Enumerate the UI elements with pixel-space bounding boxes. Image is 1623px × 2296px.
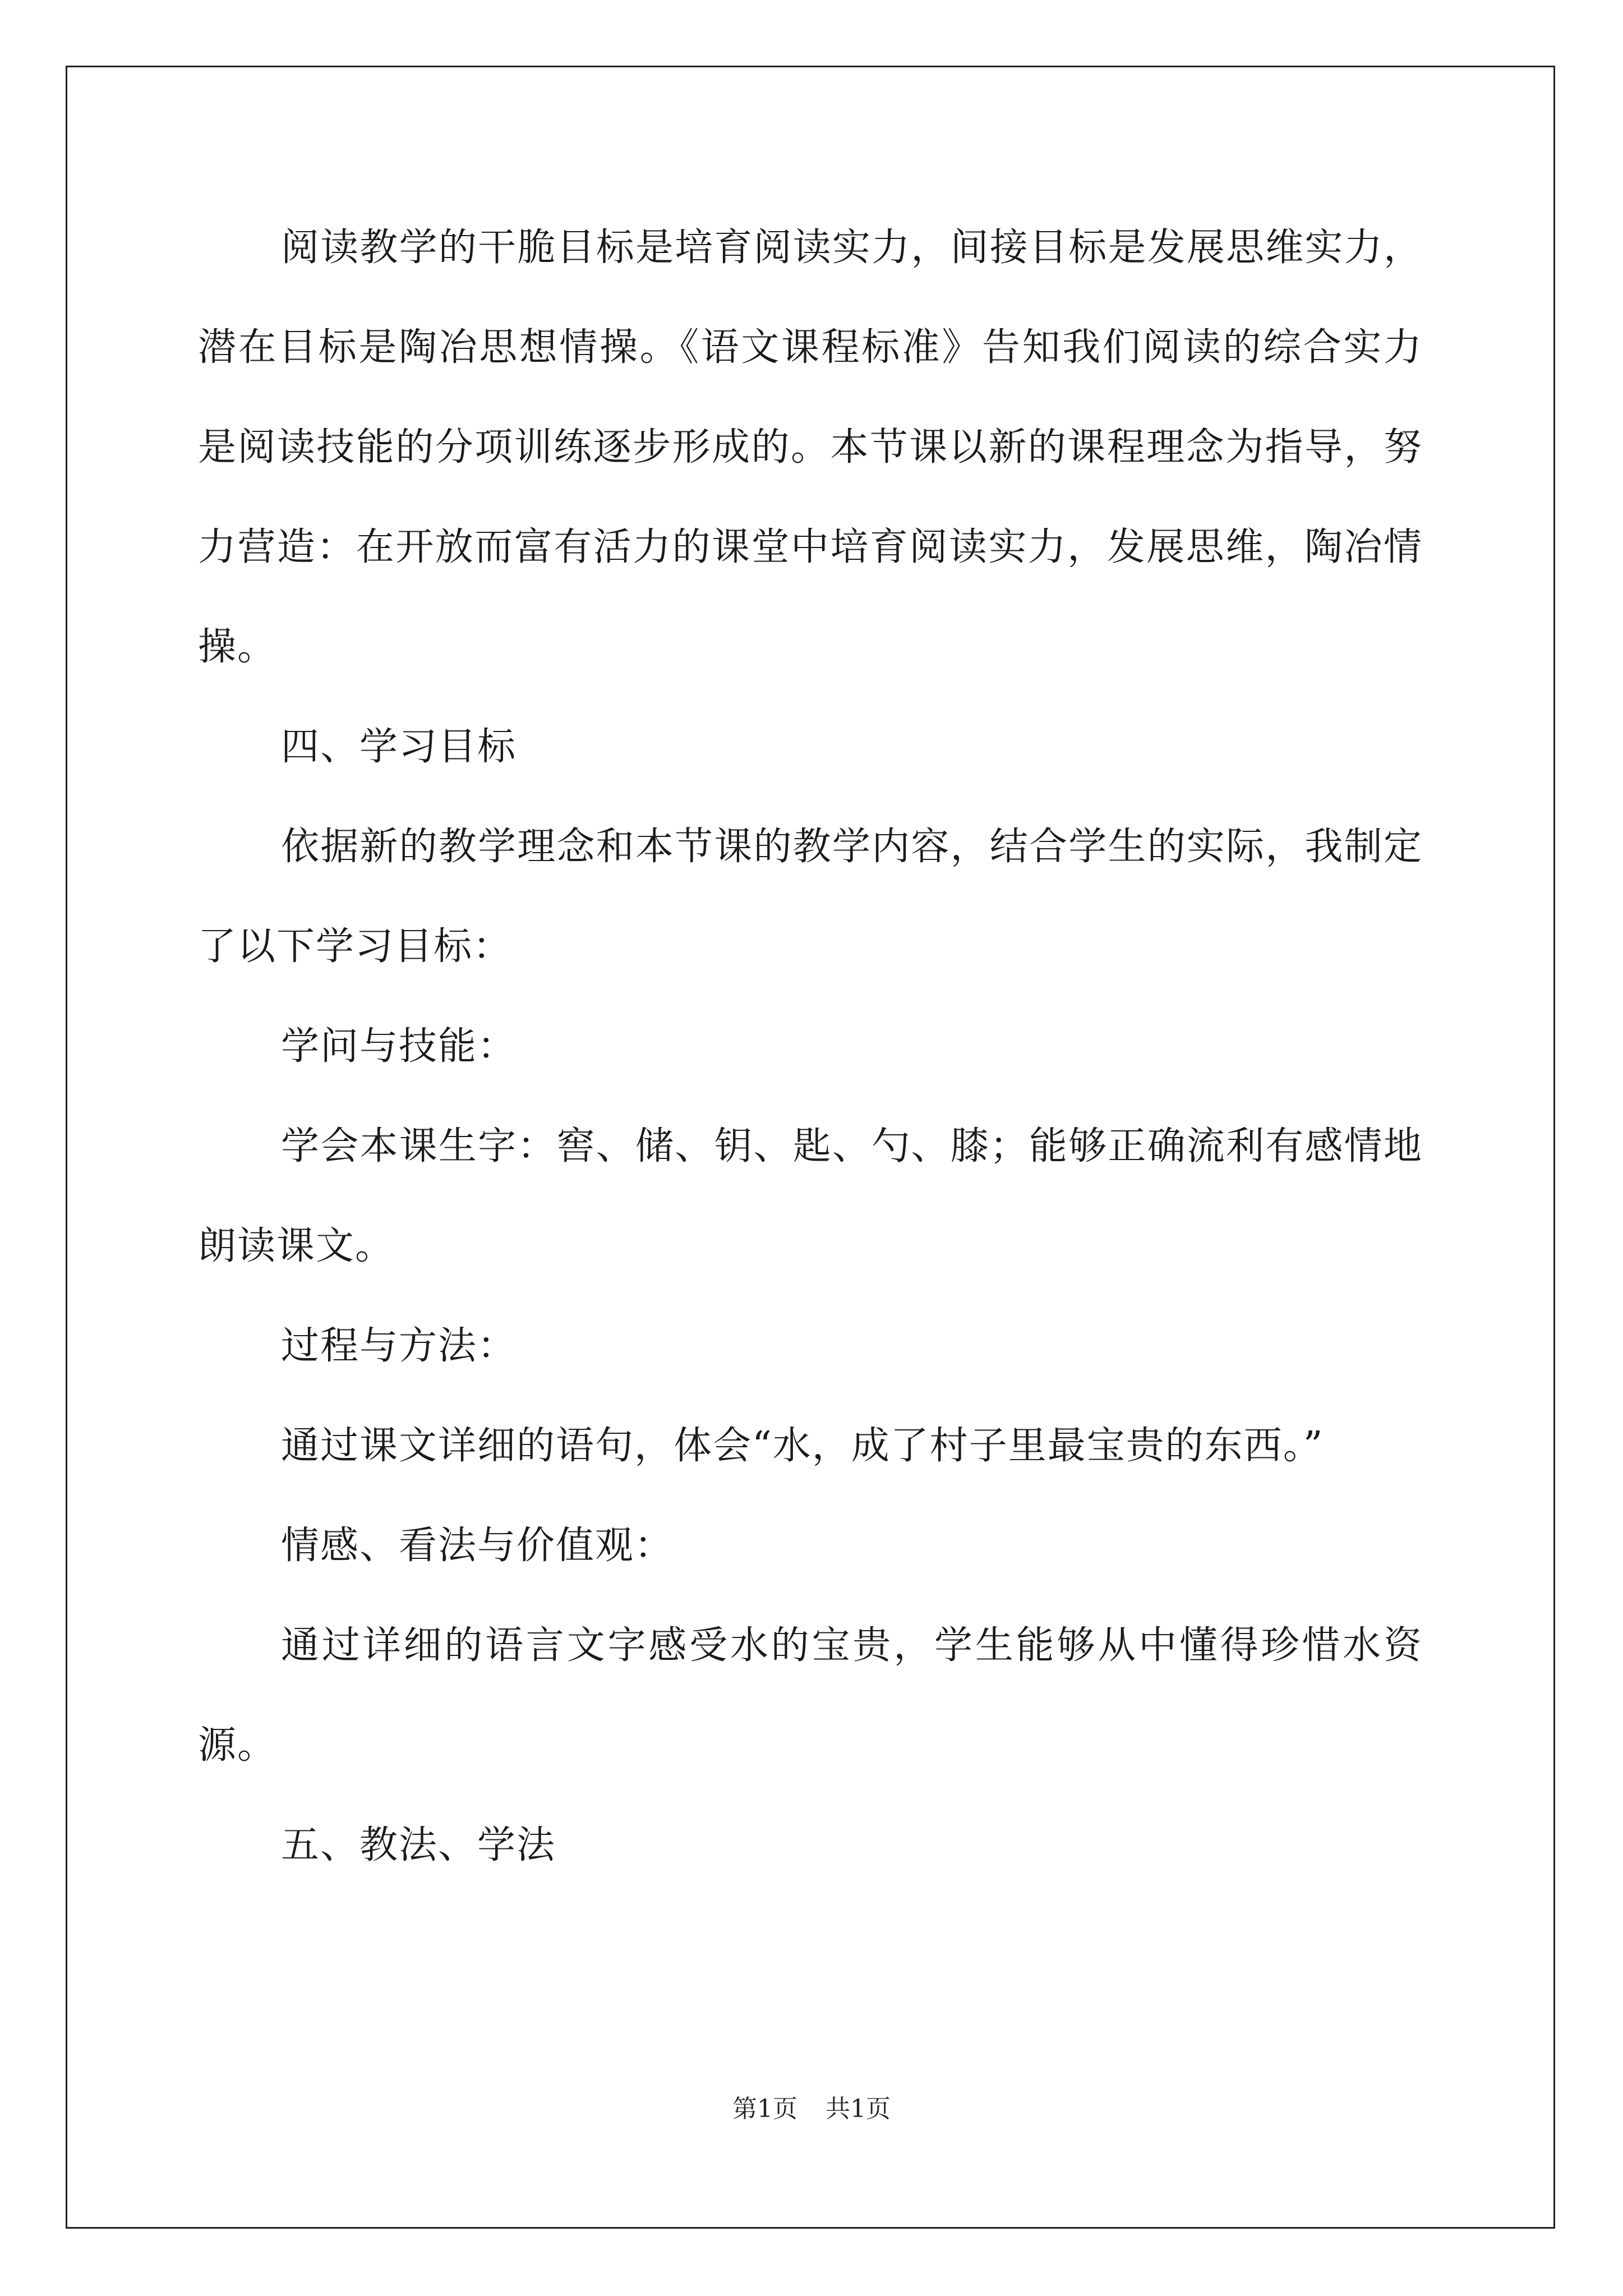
paragraph-process-method: 通过课文详细的语句，体会“水，成了村子里最宝贵的东西。” xyxy=(281,1424,1324,1468)
paragraph-knowledge-skills: 学会本课生字：窖、储、钥、匙、勺、膝；能够正确流利有感情地朗读课文。 xyxy=(198,1124,1423,1268)
page-number-current: 第1页 xyxy=(732,2095,797,2123)
subheading-process-method: 过程与方法： xyxy=(281,1324,517,1368)
heading-teaching-methods: 五、教法、学法 xyxy=(281,1823,556,1867)
page-number-total: 共1页 xyxy=(826,2095,891,2123)
heading-learning-objectives: 四、学习目标 xyxy=(281,725,517,769)
document-body xyxy=(198,198,1423,1895)
paragraph-objectives-intro: 依据新的教学理念和本节课的教学内容，结合学生的实际，我制定了以下学习目标： xyxy=(198,825,1423,969)
paragraph-reading-goals: 阅读教学的干脆目标是培育阅读实力，间接目标是发展思维实力，潜在目标是陶冶思想情操。《语文课程标准》告知我们阅读的综合实力是阅读技能的分项训练逐步形成的。本节课以新的课程理念为指导，努力营造：在开放而富有活力的课堂中培育阅读实力，发展思维，陶冶情操。 xyxy=(198,226,1423,669)
page-footer xyxy=(0,2092,1623,2126)
subheading-emotion-values: 情感、看法与价值观： xyxy=(281,1524,674,1568)
paragraph-emotion-values: 通过详细的语言文字感受水的宝贵，学生能够从中懂得珍惜水资源。 xyxy=(198,1623,1423,1768)
subheading-knowledge-skills: 学问与技能： xyxy=(281,1024,517,1069)
